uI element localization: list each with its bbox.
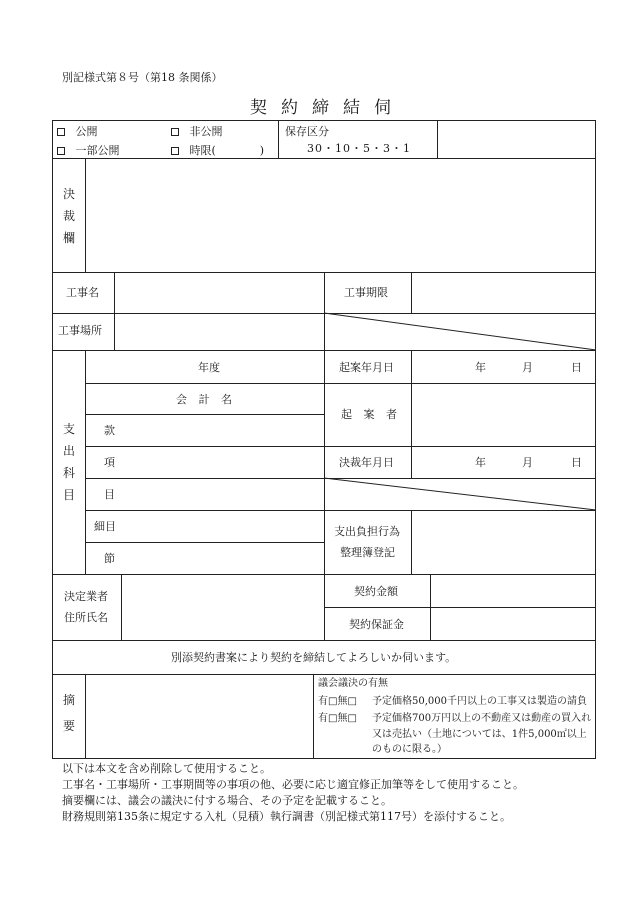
drafter-label: 起 案 者 [341, 408, 401, 421]
contract-deposit-field[interactable] [431, 608, 595, 640]
moku-label: 目 [104, 488, 115, 501]
partial-public-option[interactable]: 一部公開 [57, 145, 120, 156]
form-id: 別記様式第８号（第18 条関係） [62, 71, 223, 84]
non-public-checkbox[interactable] [171, 128, 179, 136]
fiscal-year-label: 年度 [198, 361, 220, 374]
summary-label: 摘 要 [62, 693, 75, 733]
approval-date-label: 決裁年月日 [339, 456, 394, 469]
decision-column-label: 決 裁 欄 [62, 187, 75, 245]
contract-amount-label: 契約金額 [354, 585, 398, 598]
assembly-yes-no-2[interactable]: 有□無□ [318, 713, 357, 724]
note-line: 財務規則第135条に規定する入札（見積）執行調書（別記様式第117号）を添付すること。 [62, 810, 511, 823]
approval-date-day: 日 [571, 456, 582, 469]
expense-section-label: 支 出 科 目 [62, 422, 75, 502]
construction-period-field[interactable] [412, 273, 595, 313]
non-public-option[interactable]: 非公開 [171, 126, 223, 137]
construction-site-field[interactable] [115, 314, 324, 350]
page-title: 契約締結伺 [250, 98, 405, 118]
kan-label: 款 [104, 424, 115, 437]
kou-label: 項 [104, 456, 115, 469]
partial-public-checkbox[interactable] [57, 147, 65, 155]
time-limited-checkbox[interactable] [171, 147, 179, 155]
note-line: 以下は本文を含め削除して使用すること。 [62, 762, 271, 775]
construction-site-label: 工事場所 [58, 324, 102, 337]
contract-deposit-label: 契約保証金 [349, 618, 404, 631]
draft-date-label: 起案年月日 [339, 361, 394, 374]
contractor-label-line1: 決定業者 [64, 590, 108, 603]
retention-label: 保存区分 [285, 125, 329, 138]
contractor-label-line2: 住所氏名 [64, 611, 108, 624]
summary-field[interactable] [86, 675, 313, 758]
draft-date-month: 月 [522, 361, 533, 374]
assembly-yes-no-1[interactable]: 有□無□ [318, 696, 357, 707]
approval-date-year: 年 [475, 456, 486, 469]
decision-stamp-area[interactable] [86, 159, 595, 272]
assembly-heading: 議会議決の有無 [318, 678, 388, 689]
drafter-field[interactable] [412, 384, 595, 446]
approval-date-month: 月 [522, 456, 533, 469]
setsu-label: 節 [104, 552, 115, 565]
public-option[interactable]: 公開 [57, 126, 98, 137]
construction-period-label: 工事期限 [344, 286, 388, 299]
request-text: 別添契約書案により契約を締結してよろしいか伺います。 [171, 651, 457, 664]
assembly-item-2-line2: 又は売払い（土地については、1件5,000㎡以上 [372, 729, 587, 740]
obligation-label-line1: 支出負担行為 [334, 525, 400, 538]
note-line: 摘要欄には、議会の議決に付する場合、その予定を記載すること。 [62, 794, 392, 807]
note-line: 工事名・工事場所・工事期間等の事項の他、必要に応じ適宜修正加筆等をして使用すること。 [62, 778, 524, 791]
saimoku-label: 細目 [94, 520, 116, 533]
construction-name-label: 工事名 [66, 286, 99, 299]
assembly-item-2-line3: のものに限る。） [372, 744, 447, 755]
construction-name-field[interactable] [115, 273, 324, 313]
contractor-field[interactable] [122, 575, 324, 640]
assembly-item-2-line1: 予定価格700万円以上の不動産又は動産の買入れ [372, 713, 592, 724]
obligation-label-line2: 整理簿登記 [340, 546, 395, 559]
draft-date-year: 年 [475, 361, 486, 374]
retention-values: 30・10・5・3・1 [307, 142, 411, 155]
public-checkbox[interactable] [57, 128, 65, 136]
draft-date-day: 日 [571, 361, 582, 374]
contract-amount-field[interactable] [431, 575, 595, 607]
time-limited-option[interactable]: 時限( ) [171, 145, 264, 156]
assembly-item-1: 予定価格50,000千円以上の工事又は製造の請負 [372, 696, 587, 707]
account-name-label: 会 計 名 [176, 393, 236, 406]
